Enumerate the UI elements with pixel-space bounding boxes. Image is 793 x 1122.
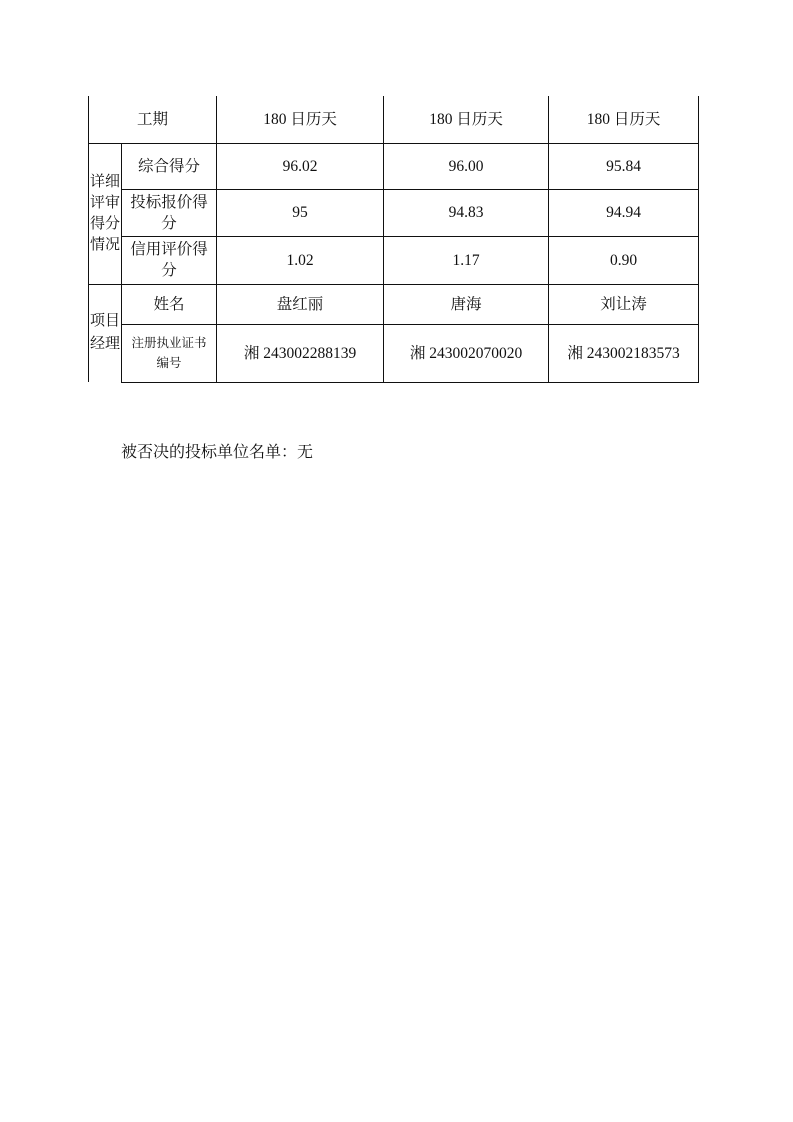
row-label-credit-score: 信用评价得分 <box>122 236 217 284</box>
certificate-number-cell: 湘 243002070020 <box>384 324 549 382</box>
group-label-detailed-scores: 详细评审得分情况 <box>89 143 122 284</box>
bid-results-table <box>88 96 699 383</box>
period-cell: 180 日历天 <box>217 96 384 143</box>
manager-name-cell: 盘红丽 <box>217 284 384 324</box>
bid-results-table-body <box>89 96 699 382</box>
price-score-cell: 94.94 <box>549 189 699 236</box>
group-label-project-manager: 项目经理 <box>89 284 122 382</box>
period-cell: 180 日历天 <box>549 96 699 143</box>
table-row-period <box>89 96 699 143</box>
price-score-cell: 95 <box>217 189 384 236</box>
table-row-manager-name <box>89 284 699 324</box>
table-row-credit-score <box>89 236 699 284</box>
table-row-price-score <box>89 189 699 236</box>
certificate-number-cell: 湘 243002288139 <box>217 324 384 382</box>
row-label-certificate-number: 注册执业证书编号 <box>122 324 217 382</box>
table-row-certificate-number <box>89 324 699 382</box>
total-score-cell: 96.00 <box>384 143 549 189</box>
table-row-total-score <box>89 143 699 189</box>
row-label-name: 姓名 <box>122 284 217 324</box>
manager-name-cell: 刘让涛 <box>549 284 699 324</box>
total-score-cell: 96.02 <box>217 143 384 189</box>
credit-score-cell: 1.02 <box>217 236 384 284</box>
credit-score-cell: 1.17 <box>384 236 549 284</box>
certificate-number-cell: 湘 243002183573 <box>549 324 699 382</box>
manager-name-cell: 唐海 <box>384 284 549 324</box>
credit-score-cell: 0.90 <box>549 236 699 284</box>
rejected-bidders-note: 被否决的投标单位名单：无 <box>121 444 314 461</box>
row-label-price-score: 投标报价得分 <box>122 189 217 236</box>
row-label-total-score: 综合得分 <box>122 143 217 189</box>
period-cell: 180 日历天 <box>384 96 549 143</box>
price-score-cell: 94.83 <box>384 189 549 236</box>
total-score-cell: 95.84 <box>549 143 699 189</box>
row-label-period: 工期 <box>89 96 217 143</box>
